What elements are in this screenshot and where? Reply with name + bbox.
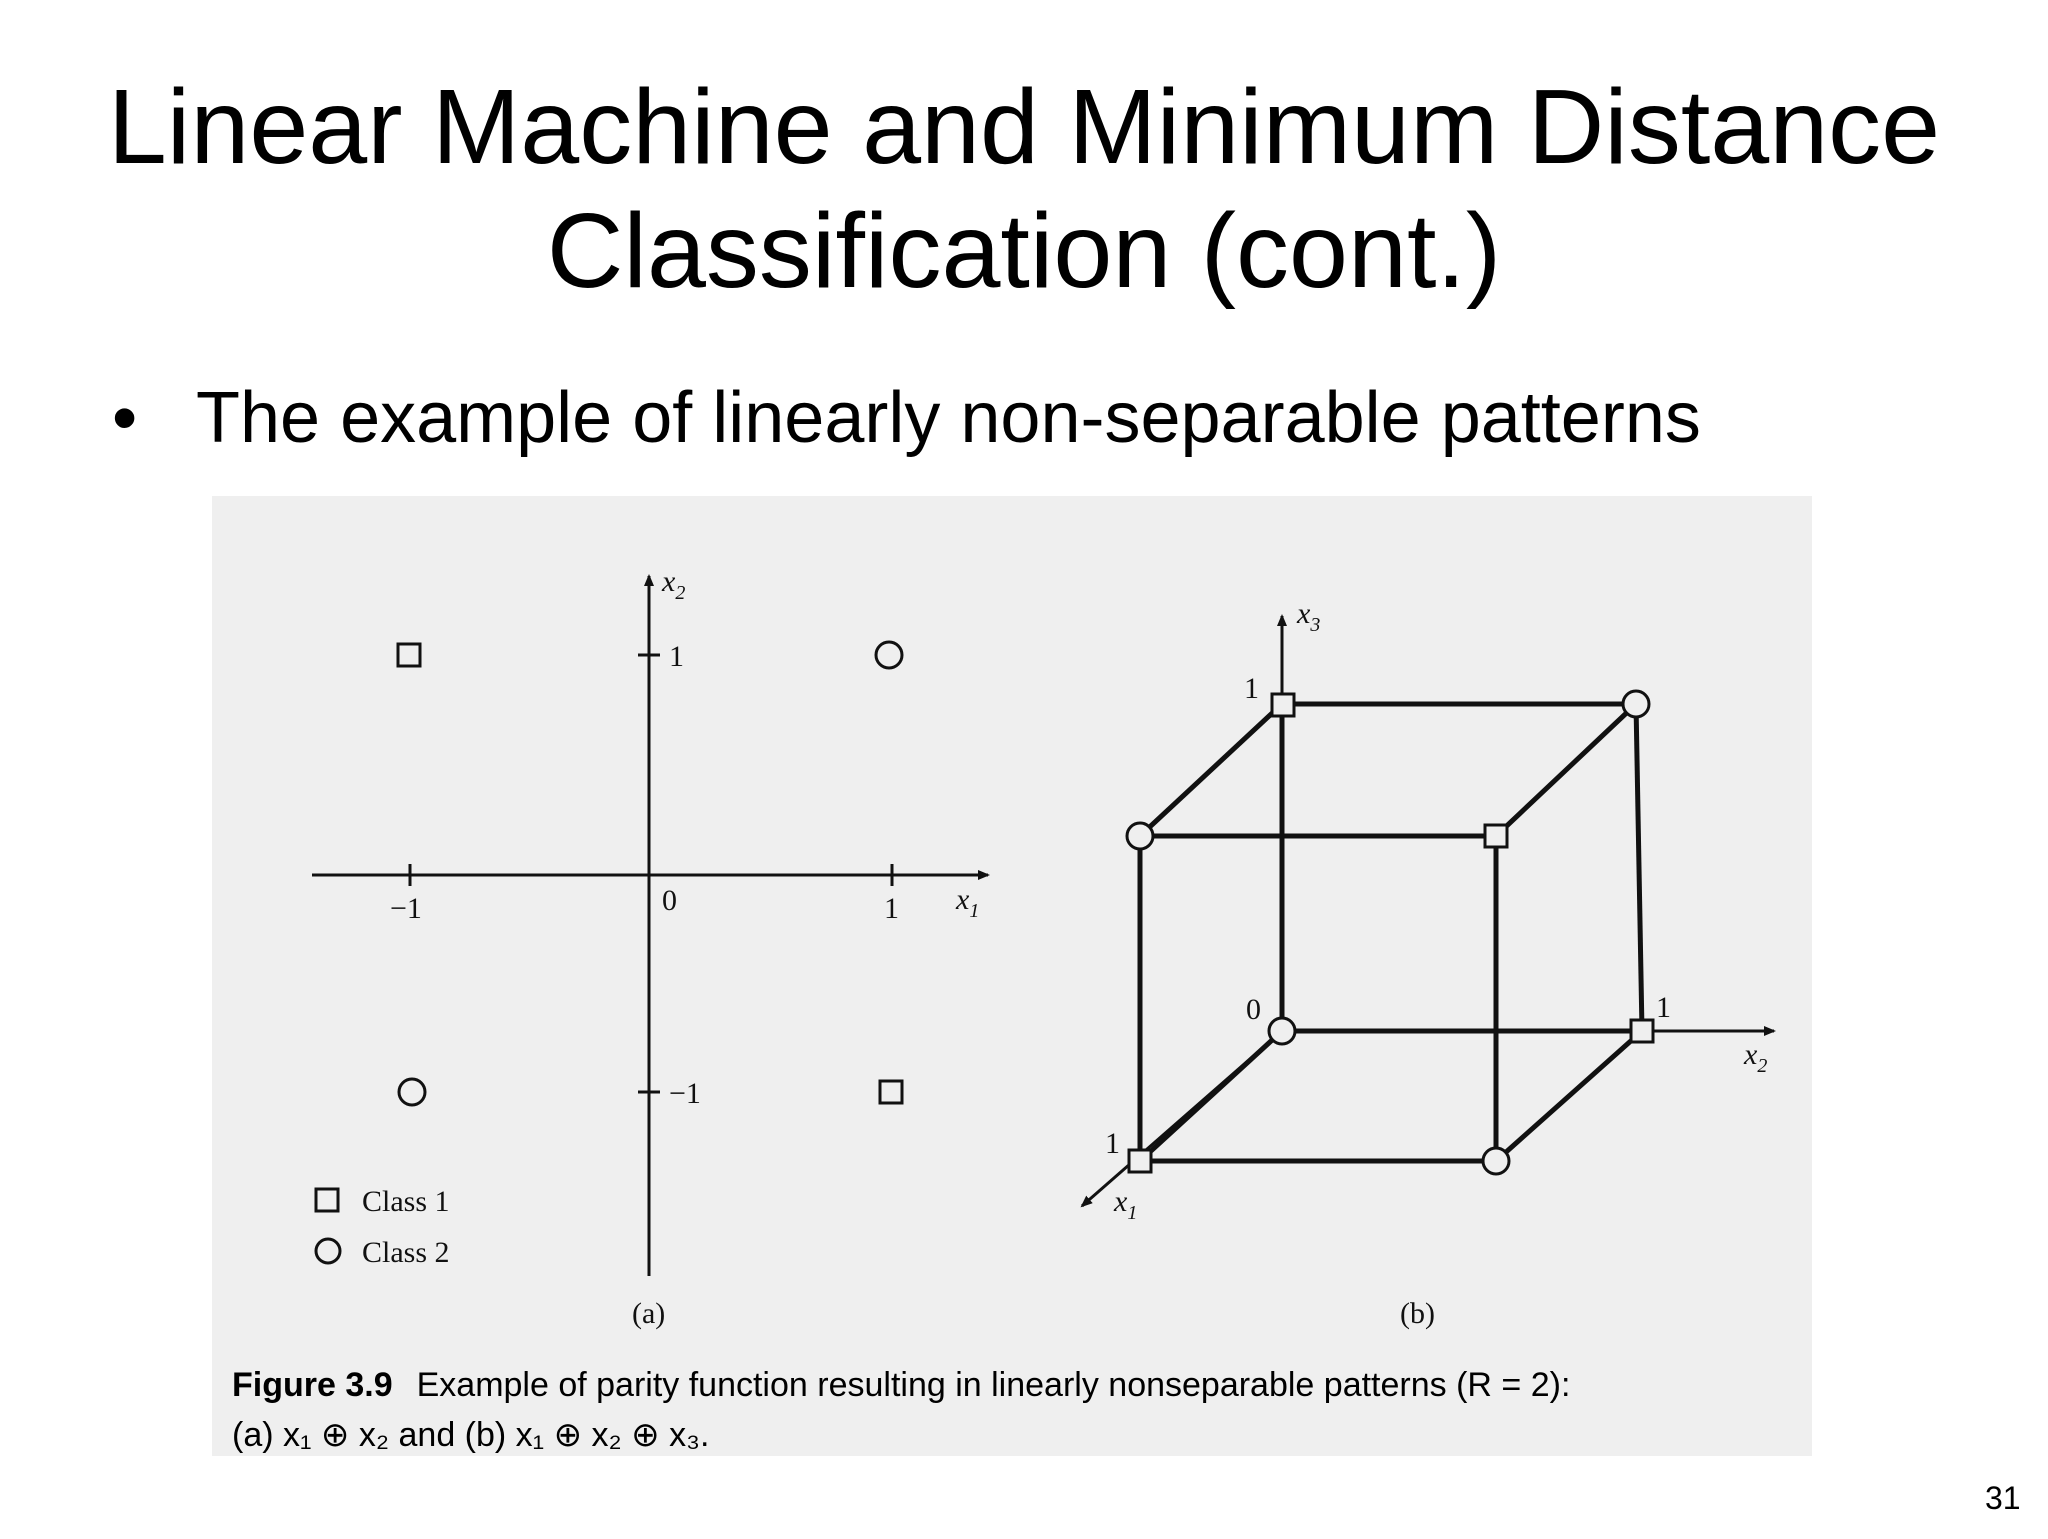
- cube-edge-back-right-vertical: [1636, 704, 1642, 1031]
- cube-edge-left-top: [1140, 704, 1282, 836]
- vertex-circle-000: [1269, 1018, 1295, 1044]
- legend-square-icon: [316, 1189, 338, 1211]
- vertex-circle-110: [1483, 1148, 1509, 1174]
- cube-edges: [1140, 704, 1642, 1161]
- panel-a-x-label: $x_1$: [956, 883, 980, 922]
- figure-image: [212, 496, 1812, 1456]
- bullet-text: The example of linearly non-separable patterns: [196, 378, 1701, 458]
- caption-figure-label: Figure 3.9: [232, 1366, 393, 1404]
- panel-a: [312, 576, 988, 1276]
- class2-circle-top-right: [876, 642, 902, 668]
- panel-b: [1082, 616, 1774, 1206]
- caption-text-line-2: (a) x₁ ⊕ x₂ and (b) x₁ ⊕ x₂ ⊕ x₃.: [232, 1416, 710, 1454]
- panel-b-label-x2-one: 1: [1656, 991, 1671, 1024]
- cube-edge-right-top: [1496, 704, 1636, 836]
- figure-caption: [232, 1360, 1570, 1460]
- vertex-square-111: [1485, 825, 1507, 847]
- page-number: 31: [1985, 1480, 2021, 1516]
- panel-b-label: (b): [1400, 1297, 1435, 1330]
- cube-edge-right-bottom: [1496, 1031, 1642, 1161]
- panel-a-tick-label-neg1-y: −1: [669, 1077, 701, 1110]
- panel-a-label: (a): [632, 1297, 666, 1330]
- caption-text-line-1: Example of parity function resulting in linearly nonseparable patterns (R = 2):: [416, 1366, 1571, 1404]
- bullet-item: [112, 372, 1701, 464]
- panel-b-label-x1-one: 1: [1105, 1127, 1120, 1160]
- class1-square-top-left: [398, 644, 420, 666]
- panel-b-label-origin: 0: [1246, 993, 1261, 1026]
- panel-a-tick-label-pos1-y: 1: [669, 640, 684, 673]
- panel-b-x3-label: $x_3$: [1297, 597, 1321, 636]
- class1-square-bottom-right: [880, 1081, 902, 1103]
- vertex-square-001: [1272, 694, 1294, 716]
- panel-a-labels: [362, 565, 979, 1330]
- panel-a-tick-label-neg1-x: −1: [390, 892, 422, 925]
- caption-line-1: [232, 1360, 1570, 1410]
- panel-b-label-x3-one: 1: [1244, 672, 1259, 705]
- legend-class1-label: Class 1: [362, 1185, 450, 1218]
- vertex-circle-101: [1127, 823, 1153, 849]
- legend-circle-icon: [316, 1239, 340, 1263]
- panel-b-x1-label: $x_1$: [1114, 1185, 1138, 1224]
- panel-a-y-label: $x_2$: [662, 565, 686, 604]
- vertex-square-100: [1129, 1150, 1151, 1172]
- title-line-1: Linear Machine and Minimum Distance: [107, 68, 1941, 186]
- bullet-icon: •: [112, 378, 138, 458]
- panel-b-x2-label: $x_2$: [1744, 1038, 1768, 1077]
- panel-b-labels: [1105, 597, 1767, 1330]
- legend-class2-label: Class 2: [362, 1236, 450, 1269]
- cube-edge-left-bottom: [1140, 1031, 1282, 1161]
- vertex-square-010: [1631, 1020, 1653, 1042]
- figure-diagram: [212, 496, 1812, 1456]
- vertex-circle-011: [1623, 691, 1649, 717]
- title-line-2: Classification (cont.): [546, 192, 1502, 310]
- panel-a-tick-label-pos1-x: 1: [884, 892, 899, 925]
- class2-circle-bottom-left: [399, 1079, 425, 1105]
- slide-title: [0, 65, 2048, 313]
- panel-a-origin-label: 0: [662, 884, 677, 917]
